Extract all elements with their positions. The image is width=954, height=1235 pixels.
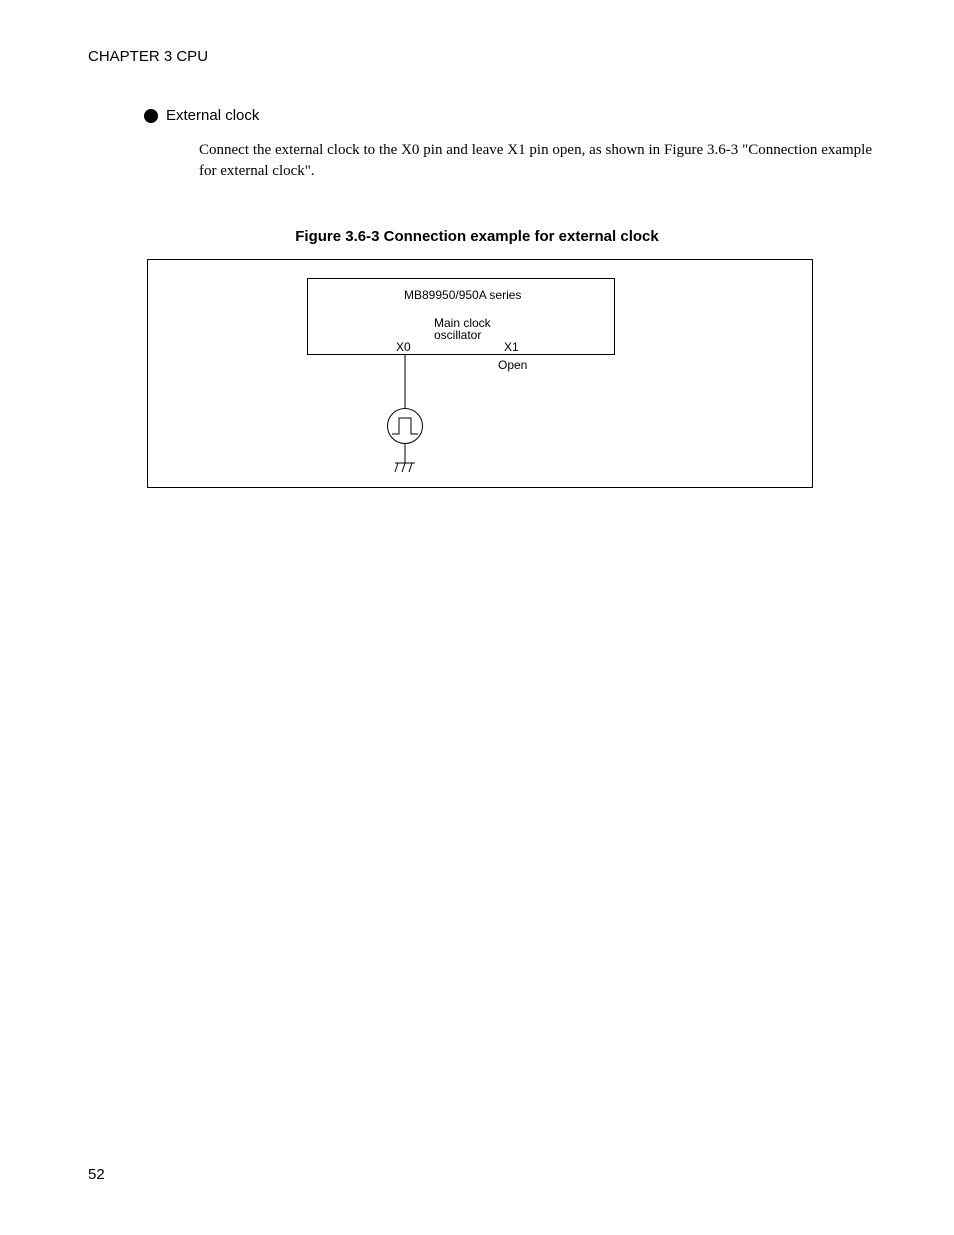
- figure-caption: Figure 3.6-3 Connection example for external clock: [295, 228, 659, 245]
- body-paragraph: Connect the external clock to the X0 pin and leave X1 pin open, as shown in Figure 3.6-3 "Connection example for external clock".: [199, 142, 872, 179]
- ground-icon: [395, 463, 415, 472]
- chip-label: MB89950/950A series: [404, 288, 522, 302]
- page-number: 52: [88, 1166, 105, 1183]
- oscillator-label-line1: Main clock: [434, 316, 491, 330]
- section-title: External clock: [166, 107, 260, 124]
- bullet-icon: [144, 109, 158, 123]
- x1-open-label: Open: [498, 358, 528, 372]
- chapter-header: CHAPTER 3 CPU: [88, 48, 209, 65]
- clock-source-icon: [388, 409, 423, 444]
- pin-x0-label: X0: [396, 340, 411, 354]
- clock-source-diagram: [380, 354, 430, 479]
- pin-x1-label: X1: [504, 340, 519, 354]
- oscillator-label-line2: oscillator: [434, 328, 482, 342]
